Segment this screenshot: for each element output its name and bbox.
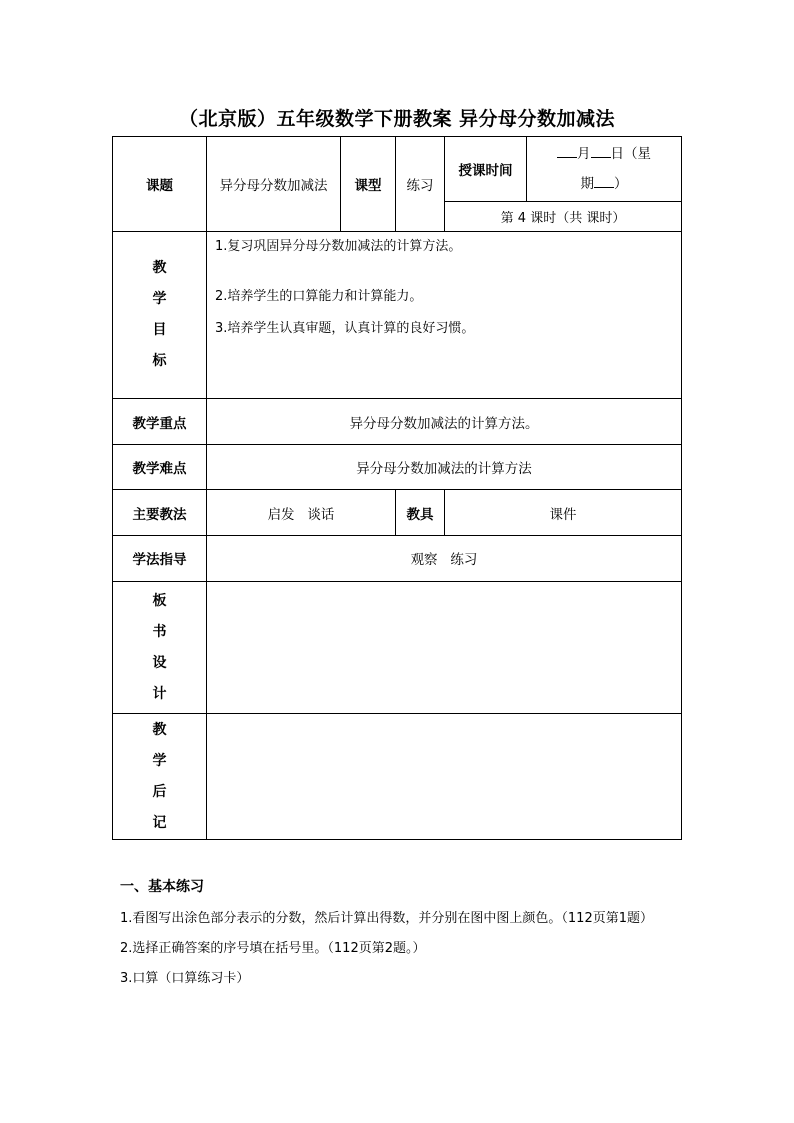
goal-item: 2.培养学生的口算能力和计算能力。 bbox=[215, 289, 423, 305]
study-guide-value: 观察 练习 bbox=[207, 535, 682, 581]
goal-item: 1.复习巩固异分母分数加减法的计算方法。 bbox=[215, 239, 462, 255]
afterword-label-char: 记 bbox=[152, 814, 167, 831]
type-value: 练习 bbox=[396, 137, 445, 232]
board-label-char: 设 bbox=[152, 654, 167, 671]
practice-heading: 一、基本练习 bbox=[120, 879, 204, 895]
method-label: 主要教法 bbox=[113, 490, 207, 535]
board-design-label bbox=[113, 581, 207, 714]
type-label: 课型 bbox=[341, 137, 396, 232]
day-blank bbox=[591, 144, 611, 158]
board-label-char: 书 bbox=[152, 623, 167, 640]
topic-value: 异分母分数加减法 bbox=[207, 137, 341, 232]
tools-value: 课件 bbox=[445, 490, 682, 535]
basic-practice-section bbox=[120, 876, 680, 994]
difficulty-value: 异分母分数加减法的计算方法 bbox=[207, 445, 682, 490]
goals-label-char: 学 bbox=[152, 291, 167, 308]
time-label: 授课时间 bbox=[445, 137, 527, 202]
lesson-plan-table bbox=[112, 136, 682, 840]
date-week-prefix: 期 bbox=[580, 176, 594, 193]
method-value: 启发 谈话 bbox=[207, 490, 396, 535]
afterword-label-char: 教 bbox=[152, 721, 167, 738]
goals-content bbox=[207, 232, 682, 399]
date-month: 月 bbox=[577, 146, 591, 163]
afterword-label bbox=[113, 714, 207, 840]
topic-label: 课题 bbox=[113, 137, 207, 232]
month-blank bbox=[557, 144, 577, 158]
goals-label bbox=[113, 232, 207, 399]
goals-label-char: 目 bbox=[152, 322, 167, 339]
board-label-char: 板 bbox=[152, 592, 167, 609]
difficulty-label: 教学难点 bbox=[113, 445, 207, 490]
goals-label-char: 标 bbox=[152, 353, 167, 370]
board-design-content bbox=[207, 581, 682, 714]
practice-item: 2.选择正确答案的序号填在括号里。（112页第2题。） bbox=[120, 941, 426, 956]
document-title: （北京版）五年级数学下册教案 异分母分数加减法 bbox=[178, 108, 616, 130]
afterword-label-char: 学 bbox=[152, 752, 167, 769]
study-guide-label: 学法指导 bbox=[113, 535, 207, 581]
lesson-count: 第 4 课时（共 课时） bbox=[445, 202, 682, 232]
key-point-value: 异分母分数加减法的计算方法。 bbox=[207, 399, 682, 445]
afterword-content bbox=[207, 714, 682, 840]
board-label-char: 计 bbox=[152, 685, 167, 702]
goals-label-char: 教 bbox=[152, 260, 167, 277]
afterword-label-char: 后 bbox=[152, 783, 167, 800]
practice-item: 1.看图写出涂色部分表示的分数，然后计算出得数，并分别在图中图上颜色。（112页第1题） bbox=[120, 911, 653, 926]
date-day: 日（星 bbox=[610, 146, 651, 163]
key-point-label: 教学重点 bbox=[113, 399, 207, 445]
date-week-suffix: ） bbox=[614, 176, 628, 193]
date-field bbox=[527, 137, 682, 202]
goal-item: 3.培养学生认真审题，认真计算的良好习惯。 bbox=[215, 321, 475, 337]
tools-label: 教具 bbox=[396, 490, 445, 535]
practice-item: 3.口算（口算练习卡） bbox=[120, 971, 250, 986]
week-blank bbox=[594, 174, 614, 188]
